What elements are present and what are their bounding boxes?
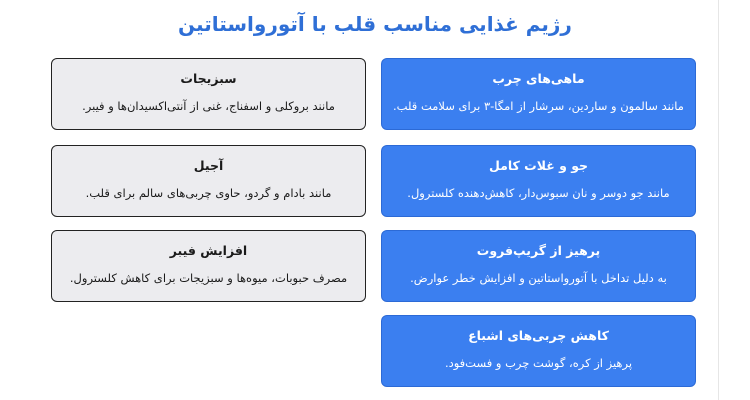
card-title: آجیل (193, 158, 224, 173)
card-title: ماهی‌های چرب (492, 71, 585, 86)
card-increase-fiber (51, 230, 366, 302)
card-description: مانند بروکلی و اسفناج، غنی از آنتی‌اکسیدان‌ها و فیبر. (82, 99, 335, 113)
card-vegetables (51, 58, 366, 130)
card-whole-grains (381, 145, 696, 217)
card-description: به دلیل تداخل با آتورواستاتین و افزایش خطر عوارض. (410, 271, 667, 285)
card-description: مانند جو دوسر و نان سبوس‌دار، کاهش‌دهنده کلسترول. (407, 186, 670, 200)
card-description: پرهیز از کره، گوشت چرب و فست‌فود. (444, 356, 633, 370)
card-title: جو و غلات کامل (488, 158, 589, 173)
card-description: مصرف حبوبات، میوه‌ها و سبزیجات برای کاهش کلسترول. (69, 271, 348, 285)
card-title: کاهش چربی‌های اشباع (468, 328, 609, 343)
card-title: سبزیجات (180, 71, 237, 86)
card-fatty-fish (381, 58, 696, 130)
card-title: پرهیز از گریپ‌فروت (476, 243, 601, 258)
card-nuts (51, 145, 366, 217)
card-avoid-grapefruit (381, 230, 696, 302)
page-title: رژیم غذایی مناسب قلب با آتورواستاتین (178, 12, 572, 36)
card-description: مانند سالمون و ساردین، سرشار از امگا-۳ برای سلامت قلب. (393, 99, 684, 113)
card-title: افزایش فیبر (169, 243, 248, 258)
card-reduce-saturated-fat (381, 315, 696, 387)
card-description: مانند بادام و گردو، حاوی چربی‌های سالم برای قلب. (85, 186, 332, 200)
